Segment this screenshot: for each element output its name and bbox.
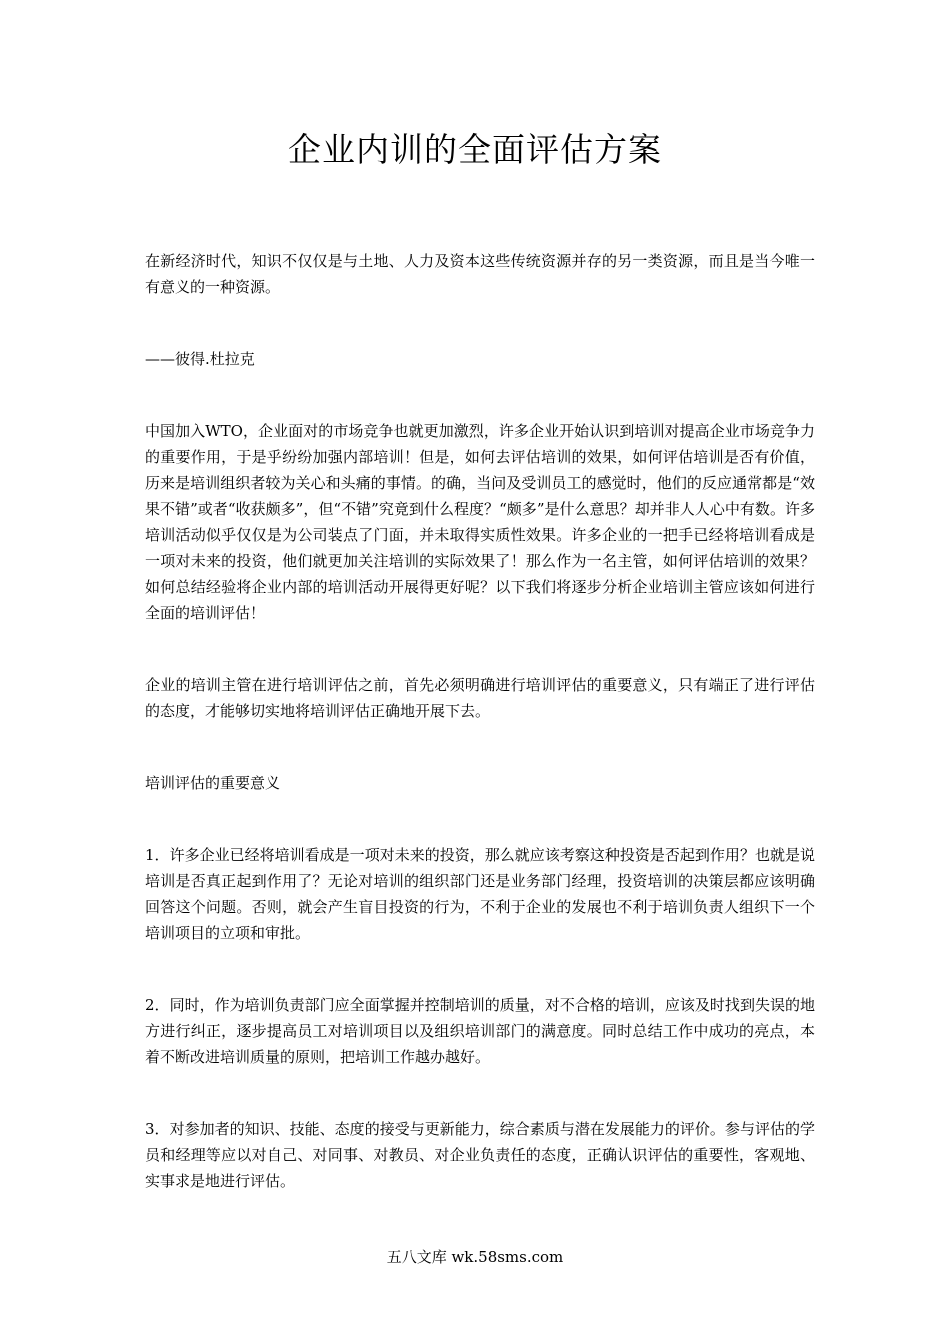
epigraph-attribution: ——彼得.杜拉克: [145, 350, 255, 368]
section-heading: 培训评估的重要意义: [145, 774, 281, 792]
premise-paragraph: 企业的培训主管在进行培训评估之前，首先必须明确进行培训评估的重要意义，只有端正了进行评估的态度，才能够切实地将培训评估正确地开展下去。: [145, 676, 815, 720]
paragraph-spacer: [145, 300, 815, 346]
paragraph-spacer: [145, 724, 815, 770]
footer-watermark: 五八文库 wk.58sms.com: [386, 1248, 564, 1266]
point-1-paragraph: 1．许多企业已经将培训看成是一项对未来的投资，那么就应该考察这种投资是否起到作用？也就是说培训是否真正起到作用了？无论对培训的组织部门还是业务部门经理，投资培训的决策层都应该明确回答这个问题。否则，就会产生盲目投资的行为，不利于企业的发展也不利于培训负责人组织下一个培训项目的立项和审批。: [145, 846, 815, 942]
epigraph-quote: 在新经济时代，知识不仅仅是与土地、人力及资本这些传统资源并存的另一类资源，而且是当今唯一有意义的一种资源。: [145, 252, 815, 296]
paragraph-spacer: [145, 946, 815, 992]
paragraph-spacer: [145, 372, 815, 418]
document-body: [145, 248, 815, 1194]
paragraph-spacer: [145, 796, 815, 842]
intro-paragraph: 中国加入WTO，企业面对的市场竞争也就更加激烈，许多企业开始认识到培训对提高企业市场竞争力的重要作用，于是乎纷纷加强内部培训！但是，如何去评估培训的效果，如何评估培训是否有价值，历来是培训组织者较为关心和头痛的事情。的确，当问及受训员工的感觉时，他们的反应通常都是“效果不错”或者“收获颇多”，但“不错”究竟到什么程度？“颇多”是什么意思？却并非人人心中有数。许多培训活动似乎仅仅是为公司装点了门面，并未取得实质性效果。许多企业的一把手已经将培训看成是一项对未来的投资，他们就更加关注培训的实际效果了！那么作为一名主管，如何评估培训的效果？如何总结经验将企业内部的培训活动开展得更好呢？以下我们将逐步分析企业培训主管应该如何进行全面的培训评估！: [145, 422, 815, 622]
document-title: 企业内训的全面评估方案: [288, 130, 662, 169]
paragraph-spacer: [145, 626, 815, 672]
point-3-paragraph: 3．对参加者的知识、技能、态度的接受与更新能力，综合素质与潜在发展能力的评价。参与评估的学员和经理等应以对自己、对同事、对教员、对企业负责任的态度，正确认识评估的重要性，客观地、实事求是地进行评估。: [145, 1120, 815, 1190]
point-2-paragraph: 2．同时，作为培训负责部门应全面掌握并控制培训的质量，对不合格的培训，应该及时找到失误的地方进行纠正，逐步提高员工对培训项目以及组织培训部门的满意度。同时总结工作中成功的亮点，本着不断改进培训质量的原则，把培训工作越办越好。: [145, 996, 815, 1066]
paragraph-spacer: [145, 1070, 815, 1116]
